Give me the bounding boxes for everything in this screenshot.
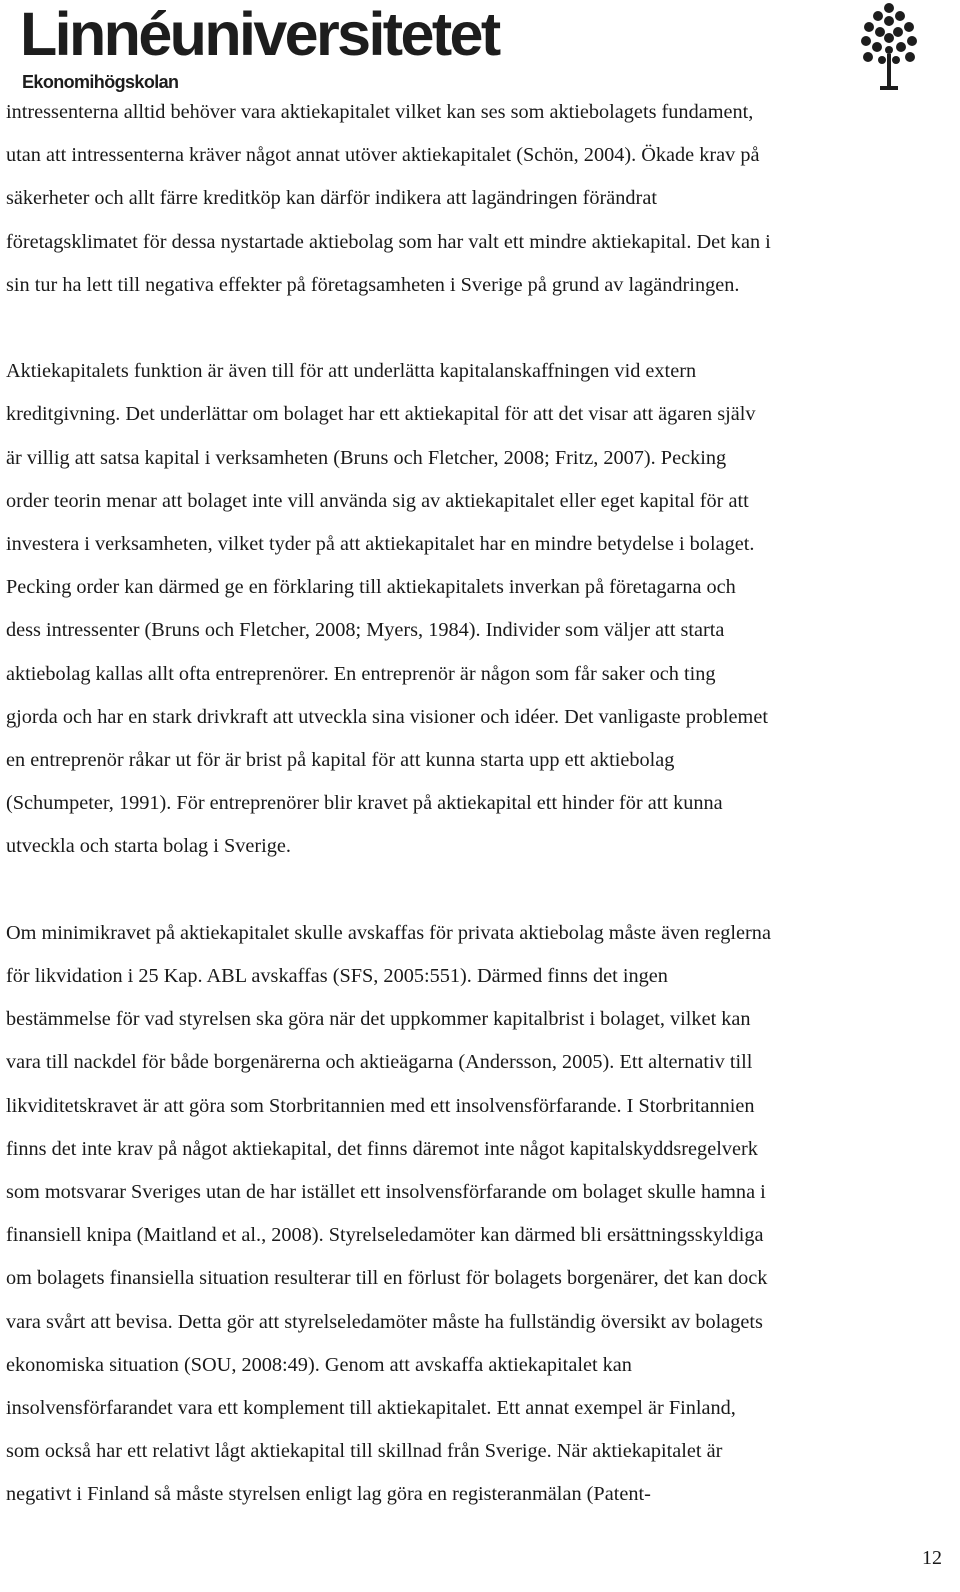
text-line: företagsklimatet för dessa nystartade aktiebolag som har valt ett mindre aktiekapital. Det kan i	[6, 230, 771, 253]
text-line: utan att intressenterna kräver något annat utöver aktiekapitalet (Schön, 2004). Ökade krav på	[6, 144, 760, 167]
page-number: 12	[922, 1547, 942, 1569]
text-line: dess intressenter (Bruns och Fletcher, 2008; Myers, 1984). Individer som väljer att starta	[6, 619, 725, 642]
text-line: om bolagets finansiella situation resulterar till en förlust för bolagets borgenärer, det kan dock	[6, 1267, 768, 1290]
document-body	[6, 91, 951, 1517]
paragraph-1	[6, 91, 951, 307]
paragraph-spacer	[6, 307, 951, 350]
text-line: är villig att satsa kapital i verksamheten (Bruns och Fletcher, 2008; Fritz, 2007). Pecking	[6, 446, 727, 469]
paragraph-3	[6, 912, 951, 1517]
logo-subtitle: Ekonomihögskolan	[22, 72, 179, 92]
text-line: negativt i Finland så måste styrelsen enligt lag göra en registeranmälan (Patent-	[6, 1483, 651, 1506]
text-line: Aktiekapitalets funktion är även till för att underlätta kapitalanskaffningen vid extern	[6, 360, 697, 383]
text-line: vara till nackdel för både borgenärerna och aktieägarna (Andersson, 2005). Ett alternativ till	[6, 1051, 753, 1074]
text-line: gjorda och har en stark drivkraft att utveckla sina visioner och idéer. Det vanligaste problemet	[6, 705, 768, 728]
tree-logo-icon	[860, 2, 920, 92]
text-line: säkerheter och allt färre kreditköp kan därför indikera att lagändringen förändrat	[6, 187, 657, 210]
text-line: bestämmelse för vad styrelsen ska göra när det uppkommer kapitalbrist i bolaget, vilket kan	[6, 1008, 751, 1031]
paragraph-2	[6, 350, 951, 868]
text-line: (Schumpeter, 1991). För entreprenörer blir kravet på aktiekapital ett hinder för att kunna	[6, 792, 723, 815]
text-line: finansiell knipa (Maitland et al., 2008). Styrelseledamöter kan därmed bli ersättningsskyldiga	[6, 1224, 764, 1247]
text-line: som motsvarar Sveriges utan de har istället ett insolvensförfarande om bolaget skulle hamna i	[6, 1181, 766, 1204]
text-line: för likvidation i 25 Kap. ABL avskaffas (SFS, 2005:551). Därmed finns det ingen	[6, 965, 668, 988]
text-line: finns det inte krav på något aktiekapital, det finns däremot inte något kapitalskyddsregelverk	[6, 1137, 758, 1160]
text-line: Om minimikravet på aktiekapitalet skulle avskaffas för privata aktiebolag måste även reglerna	[6, 921, 771, 944]
text-line: aktiebolag kallas allt ofta entreprenörer. En entreprenör är någon som får saker och ting	[6, 662, 716, 685]
text-line: en entreprenör råkar ut för är brist på kapital för att kunna starta upp ett aktiebolag	[6, 749, 675, 772]
text-line: Pecking order kan därmed ge en förklaring till aktiekapitalets inverkan på företagarna och	[6, 576, 736, 599]
logo-wordmark: Linnéuniversitetet	[20, 0, 499, 68]
text-line: kreditgivning. Det underlättar om bolaget har ett aktiekapital för att det visar att ägaren själv	[6, 403, 756, 426]
text-line: utveckla och starta bolag i Sverige.	[6, 835, 291, 858]
text-line: investera i verksamheten, vilket tyder på att aktiekapitalet har en mindre betydelse i bolaget.	[6, 533, 755, 556]
text-line: ekonomiska situation (SOU, 2008:49). Genom att avskaffa aktiekapitalet kan	[6, 1353, 632, 1376]
text-line: vara svårt att bevisa. Detta gör att styrelseledamöter måste ha fullständig översikt av bolagets	[6, 1310, 763, 1333]
text-line: sin tur ha lett till negativa effekter på företagsamheten i Sverige på grund av lagändringen.	[6, 273, 740, 296]
text-line: intressenterna alltid behöver vara aktiekapitalet vilket kan ses som aktiebolagets fundament,	[6, 101, 754, 123]
text-line: likviditetskravet är att göra som Storbritannien med ett insolvensförfarande. I Storbritannien	[6, 1094, 755, 1117]
text-line: som också har ett relativt lågt aktiekapital till skillnad från Sverige. När aktiekapitalet är	[6, 1440, 723, 1463]
text-line: order teorin menar att bolaget inte vill använda sig av aktiekapitalet eller eget kapital för att	[6, 489, 749, 512]
paragraph-spacer	[6, 869, 951, 912]
page-header	[0, 0, 960, 95]
text-line: insolvensförfarandet vara ett komplement till aktiekapitalet. Ett annat exempel är Finland,	[6, 1397, 736, 1420]
